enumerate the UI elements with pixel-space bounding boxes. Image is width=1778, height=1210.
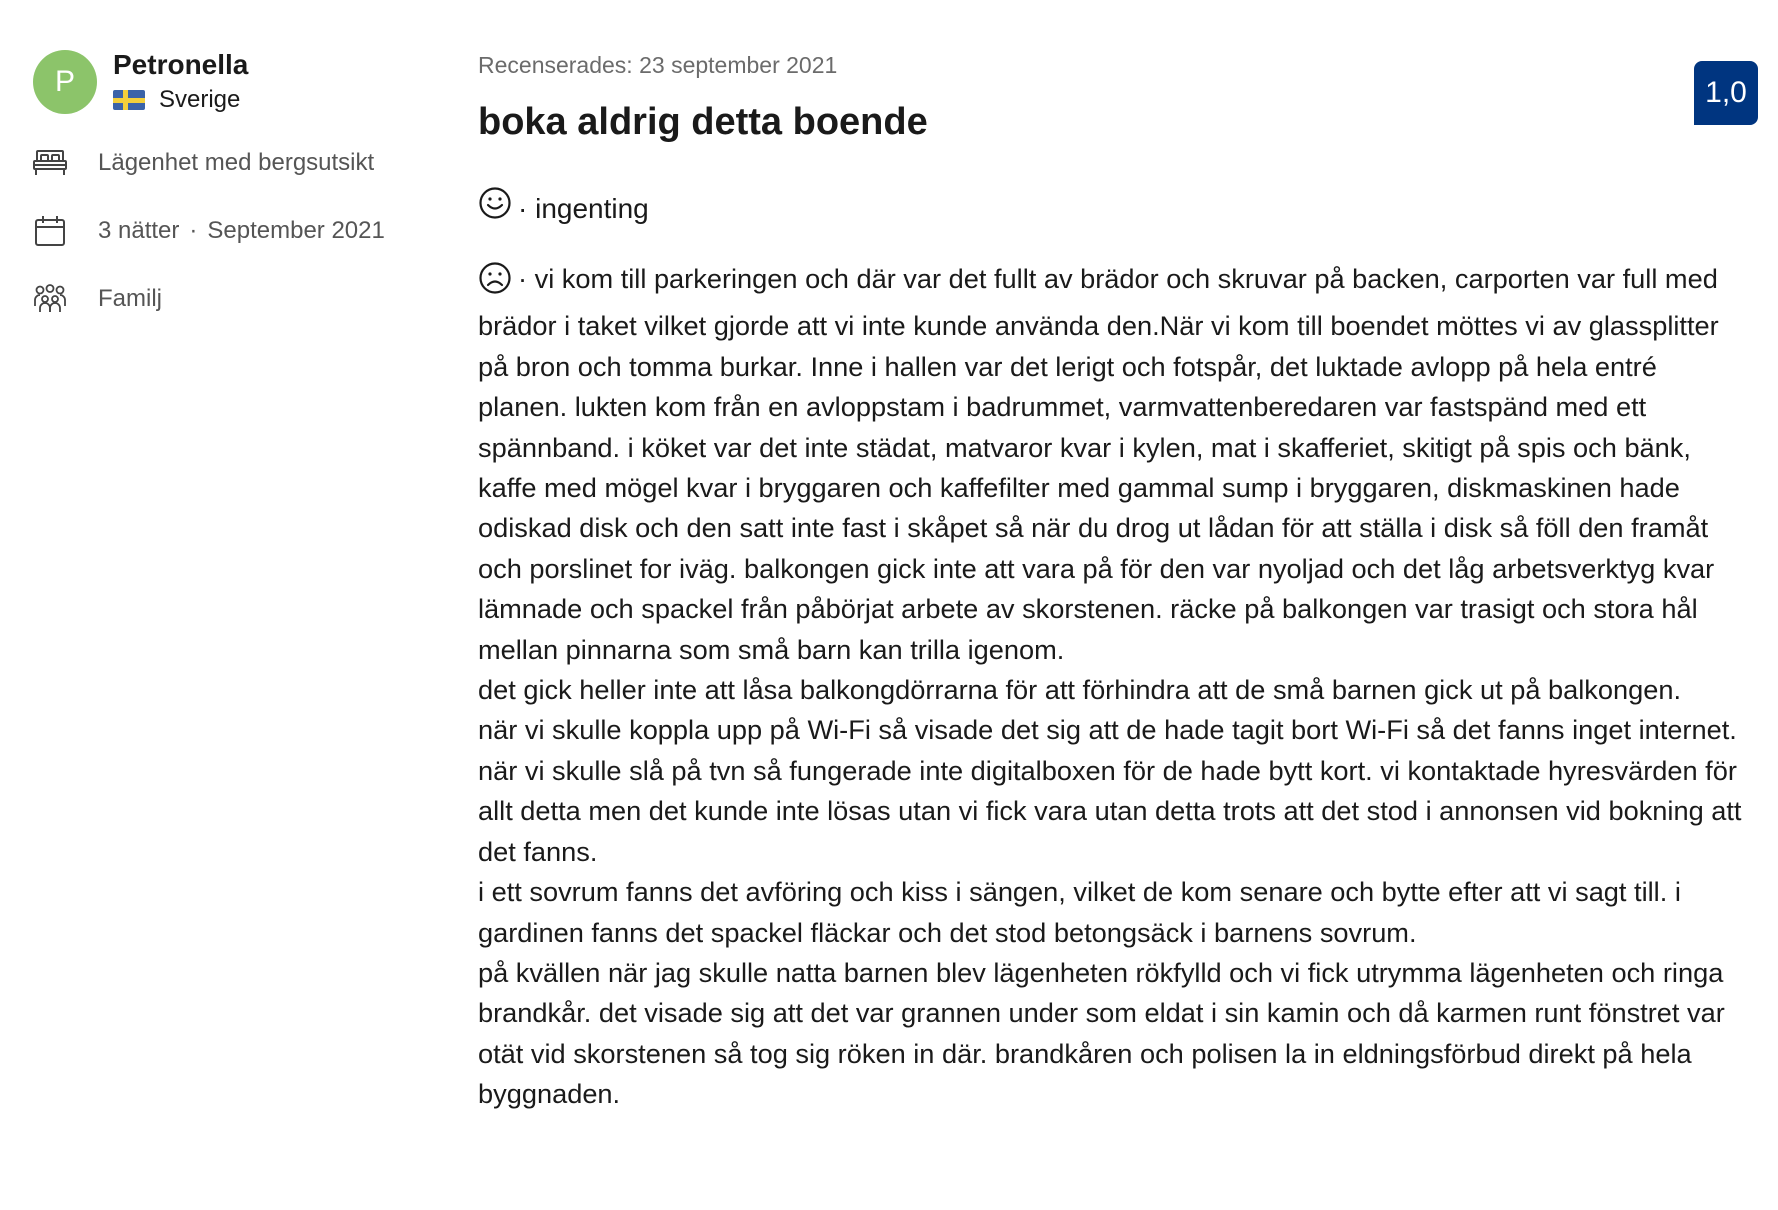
liked-section (478, 186, 1758, 231)
bed-icon (33, 146, 67, 180)
avatar (33, 50, 97, 114)
disliked-paragraph: det gick heller inte att låsa balkongdörrarna för att förhindra att de små barnen gick ut på balkongen. (478, 674, 1682, 706)
stay-month-label: September 2021 (207, 217, 385, 244)
liked-text: · ingenting (518, 192, 649, 224)
nights-label: 3 nätter (98, 217, 180, 244)
disliked-section (478, 259, 1748, 1115)
reviewer-info (33, 48, 433, 114)
happy-face-icon (478, 186, 512, 231)
review-content (478, 48, 1758, 1115)
country-label: Sverige (159, 86, 241, 113)
disliked-paragraph: i ett sovrum fanns det avföring och kiss i sängen, vilket de kom senare och bytte efter att vi sagt till. i gardinen fanns det spackel fläckar och det stod betongsäck i barnens sovrum. (478, 876, 1681, 948)
disliked-paragraph: på kvällen när jag skulle natta barnen blev lägenheten rökfylld och vi fick utrymma lägenheten och ringa brandkår. det visade sig att det var grannen under som eldat i sin kamin och då karmen runt fönstret var otät vid skorstenen så tog sig röken in där. brandkåren och polisen la in eldningsförbud direkt på hela byggnaden. (478, 956, 1725, 1110)
group-icon (33, 282, 67, 316)
disliked-text: · vi kom till parkeringen och där var det fullt av brädor och skruvar på backen, carporten var full med brädor i taket vilket gjorde att vi inte kunde använda den.När vi kom till boendet möttes vi av glassplitter på bron och tomma burkar. Inne i hallen var det lerigt och fotspår, det luktade avlopp på hela entré planen. lukten kom från en avloppstam i badrummet, varmvattenberedaren var fastspänd med ett spännband. i köket var det inte städat, matvaror kvar i kylen, mat i skafferiet, skitigt på spis och bänk, kaffe med mögel kvar i bryggaren och kaffefilter med gammal sump i bryggaren, diskmaskinen hade odiskad disk och den satt inte fast i skåpet så när du drog ut lådan för att ställa i disk så föll den framåt och porslinet for iväg. balkongen gick inte att vara på för den var nyoljad och det låg arbetsverktyg kvar lämnade och spackel från påbörjat arbete av skorstenen. räcke på balkongen var trasigt och stora hål mellan pinnarna som små barn kan trilla igenom. (478, 263, 1719, 665)
sweden-flag-icon (113, 90, 145, 110)
disliked-paragraph (478, 259, 1748, 670)
room-type-label: Lägenhet med bergsutsikt (98, 149, 375, 176)
calendar-icon (33, 214, 67, 248)
reviewer-country (113, 86, 248, 114)
review-title: boka aldrig detta boende (478, 101, 928, 143)
review-score: 1,0 (1705, 76, 1747, 109)
meta-separator: · (189, 217, 198, 244)
reviewer-name: Petronella (113, 49, 249, 80)
disliked-paragraph: när vi skulle koppla upp på Wi-Fi så visade det sig att de hade tagit bort Wi-Fi så det fanns inget internet. när vi skulle slå på tvn så fungerade inte digitalboxen för de hade bytt kort. vi kontaktade hyresvärden för allt detta men det kunde inte lösas utan vi fick vara utan detta trots att det stod i annonsen vid bokning att det fanns. (478, 714, 1742, 867)
stay-dates-row (33, 212, 433, 250)
review-date: Recenserades: 23 september 2021 (478, 52, 838, 78)
room-type-row (33, 144, 433, 182)
sad-face-icon (478, 261, 512, 306)
traveller-type-label: Familj (98, 285, 162, 312)
review-score-badge (1694, 61, 1758, 125)
avatar-initial: P (54, 65, 75, 98)
reviewer-panel (33, 48, 433, 318)
traveller-type-row (33, 280, 433, 318)
